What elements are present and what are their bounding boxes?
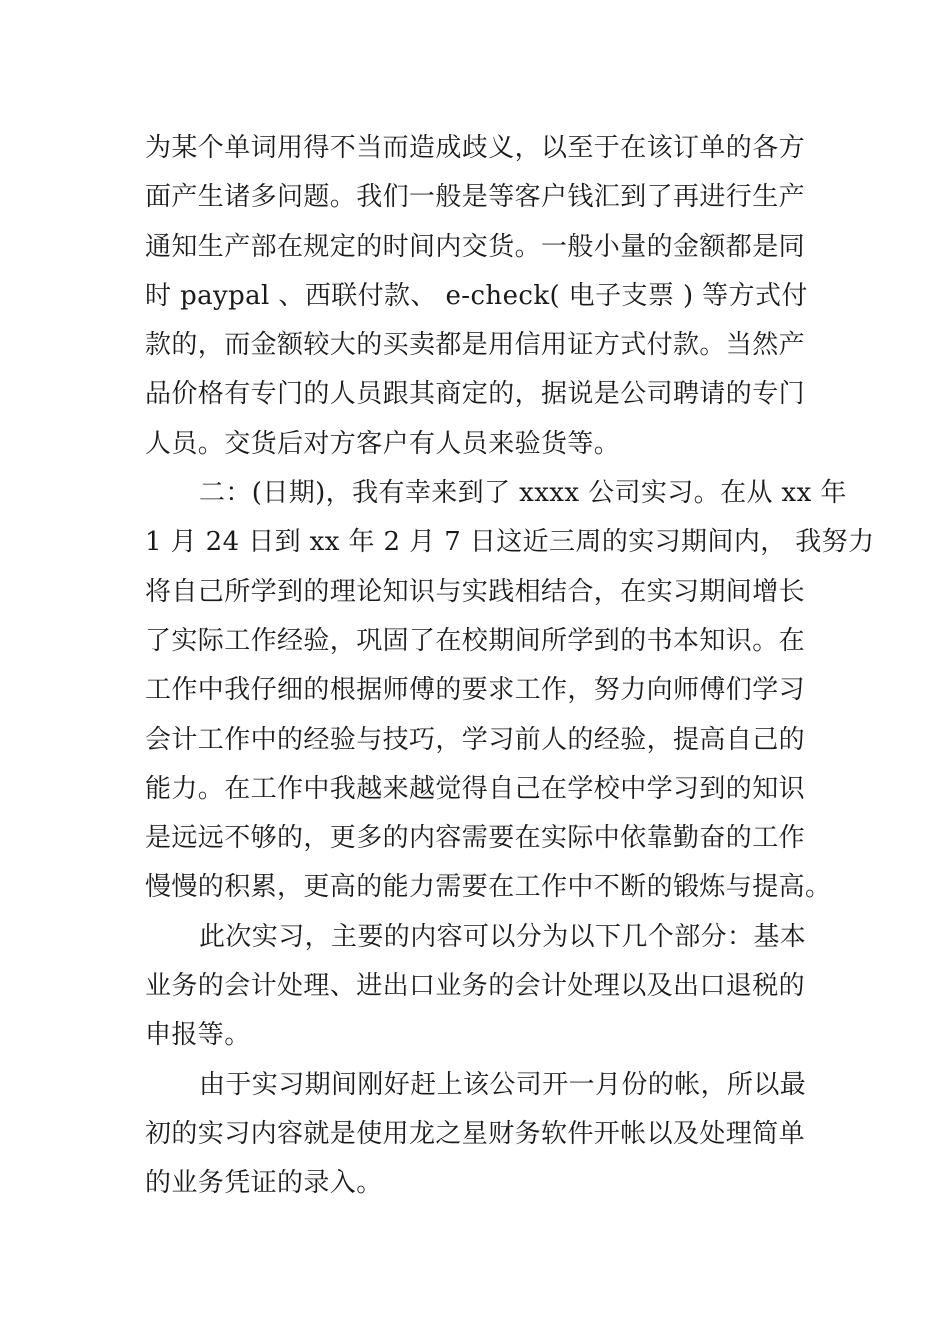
text-line: 品价格有专门的人员跟其商定的，据说是公司聘请的专门 bbox=[145, 379, 806, 410]
text-line: 了实际工作经验，巩固了在校期间所学到的书本知识。在 bbox=[145, 625, 806, 656]
text-line: 面产生诸多问题。我们一般是等客户钱汇到了再进行生产 bbox=[145, 182, 806, 213]
text-line: 慢慢的积累，更高的能力需要在工作中不断的锻炼与提高。 bbox=[145, 872, 832, 903]
text-line: 会计工作中的经验与技巧，学习前人的经验，提高自己的 bbox=[145, 724, 806, 755]
text-line: 的业务凭证的录入。 bbox=[145, 1168, 383, 1199]
text-line: 为某个单词用得不当而造成歧义，以至于在该订单的各方 bbox=[145, 133, 806, 163]
text-line: 申报等。 bbox=[145, 1020, 251, 1051]
text-line: 时 paypal 、西联付款、 e-check( 电子支票 ) 等方式付 bbox=[145, 280, 808, 311]
text-line: 初的实习内容就是使用龙之星财务软件开帐以及处理简单 bbox=[145, 1118, 806, 1149]
text-line: 1 月 24 日到 xx 年 2 月 7 日这近三周的实习期间内， 我努力 bbox=[145, 527, 875, 558]
paragraph-first-line: 此次实习，主要的内容可以分为以下几个部分：基本 bbox=[199, 921, 807, 952]
paragraph-first-line: 二：(日期)，我有幸来到了 xxxx 公司实习。在从 xx 年 bbox=[199, 478, 847, 509]
body-text bbox=[145, 124, 875, 1209]
text-line: 将自己所学到的理论知识与实践相结合，在实习期间增长 bbox=[145, 576, 806, 607]
text-line: 是远远不够的，更多的内容需要在实际中依靠勤奋的工作 bbox=[145, 823, 806, 854]
text-line: 工作中我仔细的根据师傅的要求工作，努力向师傅们学习 bbox=[145, 675, 806, 706]
text-line: 通知生产部在规定的时间内交货。一般小量的金额都是同 bbox=[145, 231, 806, 262]
text-line: 人员。交货后对方客户有人员来验货等。 bbox=[145, 428, 621, 459]
paragraph-first-line: 由于实习期间刚好赶上该公司开一月份的帐，所以最 bbox=[199, 1069, 807, 1100]
text-line: 款的，而金额较大的买卖都是用信用证方式付款。当然产 bbox=[145, 330, 806, 361]
text-line: 业务的会计处理、进出口业务的会计处理以及出口退税的 bbox=[145, 971, 806, 1002]
text-line: 能力。在工作中我越来越觉得自己在学校中学习到的知识 bbox=[145, 773, 806, 804]
